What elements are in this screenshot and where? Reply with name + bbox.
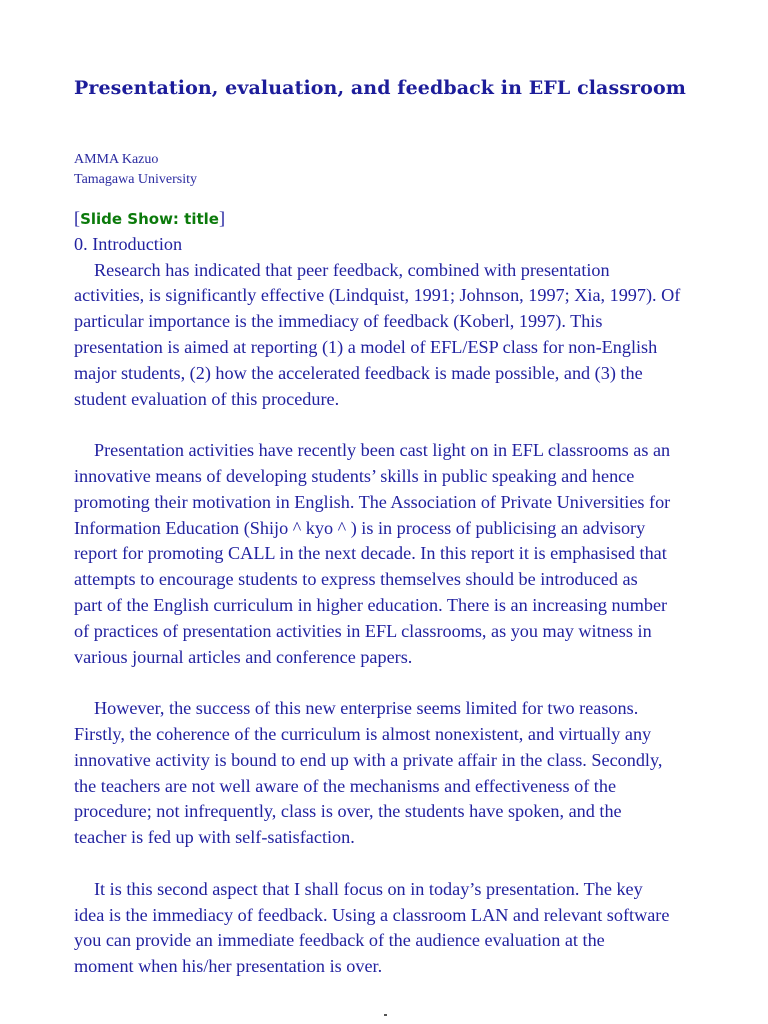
paragraph-line: you can provide an immediate feedback of the audience evaluation at the	[74, 930, 605, 951]
paragraph-line: innovative means of developing students’ skills in public speaking and hence	[74, 465, 635, 486]
paragraph-line: However, the success of this new enterprise seems limited for two reasons.	[94, 698, 639, 719]
paragraph-gap	[74, 670, 734, 696]
paragraph-line: Presentation activities have recently been cast light on in EFL classrooms as an	[94, 440, 671, 461]
paragraph-line: moment when his/her presentation is over.	[74, 956, 383, 977]
paragraph-4	[74, 877, 734, 980]
author-name: AMMA Kazuo	[74, 152, 159, 167]
author-affiliation: Tamagawa University	[74, 172, 198, 187]
paragraph-line: part of the English curriculum in higher education. There is an increasing number	[74, 594, 668, 615]
paragraph-line: teacher is fed up with self-satisfaction.	[74, 827, 355, 848]
paragraph-gap	[74, 412, 734, 438]
paragraph-line: procedure; not infrequently, class is over, the students have spoken, and the	[74, 801, 622, 822]
paragraph-1	[74, 258, 734, 413]
paragraph-line: of practices of presentation activities in EFL classrooms, as you may witness in	[74, 620, 652, 641]
paragraph-line: Research has indicated that peer feedback, combined with presentation	[94, 259, 610, 280]
slide-show-open-bracket: [	[74, 208, 81, 228]
paragraph-line: major students, (2) how the accelerated feedback is made possible, and (3) the	[74, 362, 643, 383]
paragraph-2	[74, 438, 734, 670]
paragraph-line: various journal articles and conference papers.	[74, 646, 413, 667]
paragraph-line: presentation is aimed at reporting (1) a model of EFL/ESP class for non-English	[74, 336, 658, 357]
paragraph-line: Information Education (Shijo ^ kyo ^ ) is in process of publicising an advisory	[74, 517, 646, 538]
body-text	[74, 206, 734, 980]
paragraph-line: innovative activity is bound to end up with a private affair in the class. Secondly,	[74, 749, 663, 770]
paragraph-line: student evaluation of this procedure.	[74, 388, 340, 409]
paragraph-line: Firstly, the coherence of the curriculum is almost nonexistent, and virtually any	[74, 723, 652, 744]
paper-title: Presentation, evaluation, and feedback in EFL classroom	[74, 77, 686, 99]
slide-show-close-bracket: ]	[218, 208, 226, 228]
paragraph-line: the teachers are not well aware of the mechanisms and effectiveness of the	[74, 775, 617, 796]
paragraph-line: It is this second aspect that I shall focus on in today’s presentation. The key	[94, 878, 643, 899]
paragraph-line: report for promoting CALL in the next decade. In this report it is emphasised that	[74, 543, 667, 564]
slide-show-marker	[74, 206, 734, 232]
paragraph-line: activities, is significantly effective (Lindquist, 1991; Johnson, 1997; Xia, 1997). Of	[74, 285, 681, 306]
paragraph-line: particular importance is the immediacy of feedback (Koberl, 1997). This	[74, 311, 603, 332]
page-number-mark	[384, 1014, 387, 1016]
paragraph-3	[74, 696, 734, 851]
paragraph-line: attempts to encourage students to express themselves should be introduced as	[74, 569, 638, 590]
section-heading: 0. Introduction	[74, 233, 183, 254]
paragraph-gap	[74, 851, 734, 877]
paragraph-line: idea is the immediacy of feedback. Using a classroom LAN and relevant software	[74, 904, 670, 925]
author-block	[74, 150, 197, 190]
paragraph-line: promoting their motivation in English. The Association of Private Universities for	[74, 491, 671, 512]
slide-show-label: Slide Show: title	[80, 210, 219, 228]
